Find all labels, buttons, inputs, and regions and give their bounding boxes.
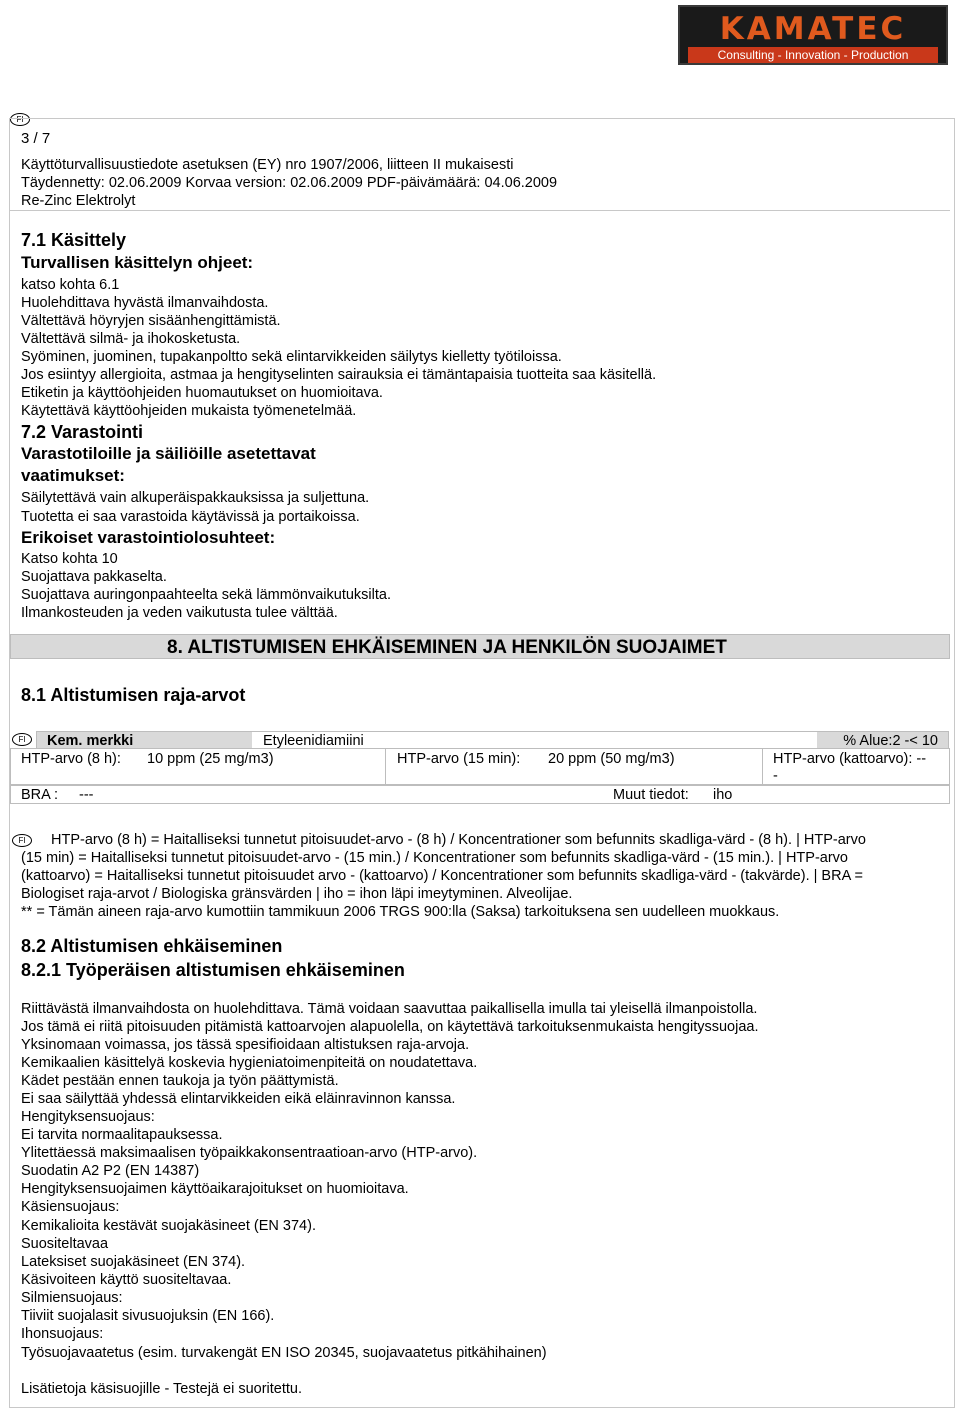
text-line: Suositeltavaa (21, 1236, 109, 1252)
text-line: Tuotetta ei saa varastoida käytävissä ja portaikoissa. (21, 509, 360, 525)
other-info-value: iho (713, 787, 733, 803)
bra-value: --- (79, 787, 94, 803)
text-line: Suojattava auringonpaahteelta sekä lämmönvaikutuksilta. (21, 587, 391, 603)
logo-tagline: Consulting - Innovation - Production (717, 48, 909, 62)
text-line: Huolehdittava hyvästä ilmanvaihdosta. (21, 295, 269, 311)
text-line: Kemikalioita kestävät suojakäsineet (EN 374). (21, 1218, 316, 1234)
skin-protection-label: Ihonsuojaus: (21, 1326, 104, 1342)
text-line: Ilmankosteuden ja veden vaikutusta tulee välttää. (21, 605, 338, 621)
legend-note: ** = Tämän aineen raja-arvo kumottiin tammikuun 2006 TRGS 900:lla (Saksa) tarkoituksena sen uudelleen muokkaus. (21, 904, 780, 920)
substance-name: Etyleenidiamiini (263, 733, 364, 749)
htp-15min-cell (385, 748, 763, 785)
special-storage-subtitle: Erikoiset varastointiolosuhteet: (21, 528, 276, 547)
htp-8h-value: 10 ppm (25 mg/m3) (147, 751, 274, 767)
product-name: Re-Zinc Elektrolyt (21, 193, 136, 209)
htp-15min-label: HTP-arvo (15 min): (397, 751, 521, 767)
text-line: Käytettävä käyttöohjeiden mukaista työmenetelmää. (21, 403, 357, 419)
htp-8h-label: HTP-arvo (8 h): (21, 751, 121, 767)
text-line: Ylitettäessä maksimaalisen työpaikkakonsentraatioan-arvo (HTP-arvo). (21, 1145, 478, 1161)
kamatec-logo (678, 5, 948, 65)
concentration-range: % Alue:2 -< 10 (817, 732, 948, 748)
legend-line: HTP-arvo (8 h) = Haitalliseksi tunnetut pitoisuudet-arvo - (8 h) / Koncentrationer som befunnits skadliga-värd - (8 h). | HTP-arvo (51, 832, 866, 848)
section-7-2-subtitle-cont: vaatimukset: (21, 466, 125, 485)
text-line: Etiketin ja käyttöohjeiden huomautukset on huomioitava. (21, 385, 383, 401)
eye-protection-label: Silmiensuojaus: (21, 1290, 123, 1306)
htp-ceiling-value: - (773, 768, 778, 784)
section-8-1-title: 8.1 Altistumisen raja-arvot (21, 685, 246, 705)
bra-row (10, 785, 950, 804)
text-line: Tiiviit suojalasit sivusuojuksin (EN 166). (21, 1308, 275, 1324)
htp-15min-value: 20 ppm (50 mg/m3) (548, 751, 675, 767)
page-number: 3 / 7 (21, 130, 51, 147)
glove-testing-note: Lisätietoja käsisuojille - Testejä ei suoritettu. (21, 1381, 303, 1397)
text-line: Suojattava pakkaselta. (21, 569, 167, 585)
section-7-2-title: 7.2 Varastointi (21, 422, 144, 442)
legend-line: (15 min) = Haitalliseksi tunnetut pitoisuudet-arvo - (15 min.) / Koncentrationer som befunnits skadliga-värd - (15 min.). | HTP-arvo (21, 850, 848, 866)
fi-language-icon: FI (12, 834, 32, 847)
section-7-1-title: 7.1 Käsittely (21, 230, 127, 250)
text-line: Jos tämä ei riitä pitoisuuden pitämistä kattoarvojen alapuolella, on käytettävä tarkoituksenmukaista hengityssuojaa. (21, 1019, 759, 1035)
section-8-header-bar (10, 634, 950, 659)
section-8-title: 8. ALTISTUMISEN EHKÄISEMINEN JA HENKILÖN SUOJAIMET (167, 637, 727, 658)
legend-line: (kattoarvo) = Haitalliseksi tunnetut pitoisuudet arvo - (kattoarvo) / Koncentrationer som befunnits skadliga-värd - (takvärde). | BRA = (21, 868, 863, 884)
logo-wordmark: KAMATEC (719, 11, 907, 47)
text-line: Vältettävä silmä- ja ihokosketusta. (21, 331, 241, 347)
text-line: Käsivoiteen käyttö suositeltavaa. (21, 1272, 232, 1288)
text-line: Kädet pestään ennen taukoja ja työn päättymistä. (21, 1073, 339, 1089)
section-7-1-subtitle: Turvallisen käsittelyn ohjeet: (21, 253, 254, 272)
htp-ceiling-cell (762, 748, 950, 785)
text-line: Suodatin A2 P2 (EN 14387) (21, 1163, 200, 1179)
header-divider (10, 210, 950, 211)
text-line: Vältettävä höyryjen sisäänhengittämistä. (21, 313, 281, 329)
chem-mark-header: Kem. merkki (37, 732, 252, 748)
text-line: Säilytettävä vain alkuperäispakkauksissa ja suljettuna. (21, 490, 370, 506)
legend-line: Biologiset raja-arvot / Biologiska gränsvärden | iho = ihon läpi imeytyminen. Alveolijae. (21, 886, 573, 902)
sds-dates-line: Täydennetty: 02.06.2009 Korvaa version: 02.06.2009 PDF-päivämäärä: 04.06.2009 (21, 175, 558, 191)
text-line: Lateksiset suojakäsineet (EN 374). (21, 1254, 246, 1270)
sds-regulation-line: Käyttöturvallisuustiedote asetuksen (EY) nro 1907/2006, liitteen II mukaisesti (21, 157, 514, 173)
text-line: Syöminen, juominen, tupakanpoltto sekä elintarvikkeiden säilytys kielletty työtiloissa. (21, 349, 562, 365)
section-7-2-subtitle: Varastotiloille ja säiliöille asetettavat (21, 444, 316, 463)
other-info-label: Muut tiedot: (613, 787, 689, 803)
text-line: Jos esiintyy allergioita, astmaa ja hengityselinten sairauksia ei tämäntapaisia tuotteita saa käsitellä. (21, 367, 657, 383)
text-line: Työsuojavaatetus (esim. turvakengät EN ISO 20345, suojavaatetus pitkähihainen) (21, 1345, 547, 1361)
text-line: Katso kohta 10 (21, 551, 118, 567)
text-line: Hengityksensuojaimen käyttöaikarajoitukset on huomioitava. (21, 1181, 409, 1197)
htp-ceiling-label: HTP-arvo (kattoarvo): -- (773, 751, 927, 767)
text-line: Ei saa säilyttää yhdessä elintarvikkeiden eikä eläinravinnon kanssa. (21, 1091, 456, 1107)
text-line: Ei tarvita normaalitapauksessa. (21, 1127, 223, 1143)
htp-8h-cell (10, 748, 386, 785)
text-line: katso kohta 6.1 (21, 277, 120, 293)
section-8-2-1-title: 8.2.1 Työperäisen altistumisen ehkäiseminen (21, 960, 405, 980)
text-line: Kemikaalien käsittelyä koskevia hygieniatoimenpiteitä on noudatettava. (21, 1055, 478, 1071)
text-line: Riittävästä ilmanvaihdosta on huolehdittava. Tämä voidaan saavuttaa paikallisella imulla tai yleisellä ilmanpoistolla. (21, 1001, 758, 1017)
section-8-2-title: 8.2 Altistumisen ehkäiseminen (21, 936, 283, 956)
hand-protection-label: Käsiensuojaus: (21, 1199, 120, 1215)
fi-language-icon: FI (10, 113, 30, 126)
bra-label: BRA : (21, 787, 59, 803)
fi-language-icon: FI (12, 733, 32, 746)
respiratory-protection-label: Hengityksensuojaus: (21, 1109, 155, 1125)
limits-table-header (36, 731, 949, 749)
text-line: Yksinomaan voimassa, jos tässä spesifioidaan altistuksen raja-arvoja. (21, 1037, 470, 1053)
